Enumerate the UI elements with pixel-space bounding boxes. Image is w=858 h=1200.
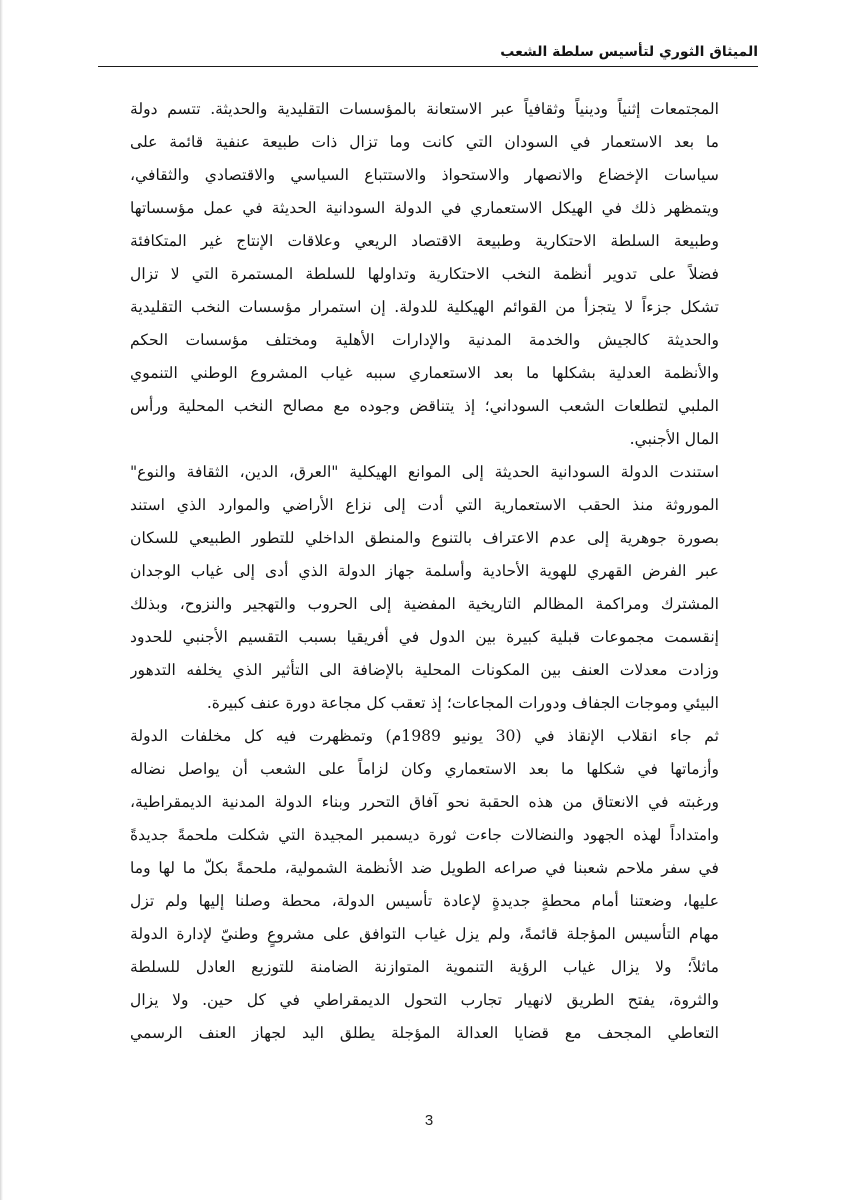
- paragraph-line: ما بعد الاستعمار في السودان التي كانت وما تزال ذات طبيعة عنفية قائمة على: [130, 133, 719, 151]
- paragraph-line: بصورة جوهرية إلى عدم الاعتراف بالتنوع والمنطق الداخلي للتطور الطبيعي للسكان: [130, 529, 719, 547]
- header-title: الميثاق الثوري لتأسيس سلطة الشعب: [500, 44, 758, 60]
- paragraph-line: استندت الدولة السودانية الحديثة إلى الموانع الهيكلية "العرق، الدين، الثقافة والنوع": [130, 463, 719, 481]
- paragraph-line: الملبي لتطلعات الشعب السوداني؛ إذ يتناقض وجوده مع مصالح النخب المحلية ورأس: [130, 397, 719, 415]
- paragraph-line: سياسات الإخضاع والانصهار والاستحواذ والاستتباع السياسي والاقتصادي والثقافي،: [130, 166, 719, 184]
- paragraph-line: ثم جاء انقلاب الإنقاذ في (30 يونيو 1989م) وتمظهرت فيه كل مخلفات الدولة: [130, 727, 719, 745]
- paragraph-line: وطبيعة السلطة الاحتكارية وطبيعة الاقتصاد الريعي وعلاقات الإنتاج غير المتكافئة: [130, 232, 719, 250]
- paragraph-line: المال الأجنبي.: [629, 430, 719, 448]
- paragraph-line: والأنظمة العدلية بشكلها ما بعد الاستعماري سببه غياب المشروع الوطني التنموي: [130, 364, 719, 382]
- paragraph-1: [130, 93, 719, 456]
- paragraph-line: ورغبته في الانعتاق من هذه الحقبة نحو آفاق التحرر وبناء الدولة المدنية الديمقراطية،: [130, 793, 719, 811]
- paragraph-line: مهام التأسيس المؤجلة قائمةً، ولم يزل غياب التوافق على مشروعٍ وطنيّ لإدارة الدولة: [130, 925, 719, 943]
- paragraph-2: [130, 456, 719, 720]
- paragraph-line: والحديثة كالجيش والخدمة المدنية والإدارات الأهلية ومختلف مؤسسات الحكم: [130, 331, 719, 349]
- running-header: [98, 40, 758, 68]
- paragraph-line: وأزماتها في شكلها ما بعد الاستعماري وكان لزاماً على الشعب أن يواصل نضاله: [130, 760, 719, 778]
- header-rule: [98, 66, 758, 67]
- paragraph-line: وامتداداً لهذه الجهود والنضالات جاءت ثورة ديسمبر المجيدة التي شكلت ملحمةً جديدةً: [130, 826, 719, 844]
- paragraph-line: تشكل جزءاً لا يتجزأ من القوائم الهيكلية للدولة. إن استمرار مؤسسات النخب التقليدية: [130, 298, 719, 316]
- paragraph-line: ويتمظهر ذلك في الهيكل الاستعماري في الدولة السودانية الحديثة في عمل مؤسساتها: [130, 199, 719, 217]
- paragraph-line: في سفر ملاحم شعبنا في صراعه الطويل ضد الأنظمة الشمولية، ملحمةً بكلّ ما لها وما: [130, 859, 719, 877]
- paragraph-line: عبر الفرض القهري للهوية الأحادية وأسلمة جهاز الدولة الذي أدى إلى غياب الوجدان: [130, 562, 719, 580]
- paragraph-line: المجتمعات إثنياً ودينياً وثقافياً عبر الاستعانة بالمؤسسات التقليدية والحديثة. تتسم دولة: [130, 100, 719, 118]
- paragraph-line: ماثلاً؛ ولا يزال غياب الرؤية التنموية المتوازنة الضامنة للتوزيع العادل للسلطة: [130, 958, 719, 976]
- document-body: [130, 93, 719, 1050]
- paragraph-3: [130, 720, 719, 1050]
- page-edge-shadow: [0, 0, 3, 1200]
- paragraph-line: التعاطي المجحف مع قضايا العدالة المؤجلة يطلق اليد لجهاز العنف الرسمي: [130, 1024, 719, 1042]
- paragraph-line: عليها، وضعتنا أمام محطةٍ جديدةٍ لإعادة تأسيس الدولة، محطة وصلنا إليها ولم تزل: [130, 892, 719, 910]
- paragraph-line: فضلاً على تدوير أنظمة النخب الاحتكارية وتداولها للسلطة المستمرة التي لا تزال: [130, 265, 719, 283]
- paragraph-line: وزادت معدلات العنف بين المكونات المحلية بالإضافة الى التأثير الذي يخلفه التدهور: [130, 661, 719, 679]
- paragraph-line: المشترك ومراكمة المظالم التاريخية المفضية إلى الحروب والتهجير والنزوح، وبذلك: [130, 595, 719, 613]
- paragraph-line: والثروة، يفتح الطريق لانهيار تجارب التحول الديمقراطي في كل حين. ولا يزال: [130, 991, 719, 1009]
- paragraph-line: إنقسمت مجموعات قبلية كبيرة بين الدول في أفريقيا بسبب التقسيم الأجنبي للحدود: [130, 628, 719, 646]
- paragraph-line: الموروثة منذ الحقب الاستعمارية التي أدت إلى نزاع الأراضي والموارد الذي استند: [130, 496, 719, 514]
- paragraph-line: البيئي وموجات الجفاف ودورات المجاعات؛ إذ تعقب كل مجاعة دورة عنف كبيرة.: [206, 694, 719, 712]
- page-number: 3: [424, 1112, 434, 1129]
